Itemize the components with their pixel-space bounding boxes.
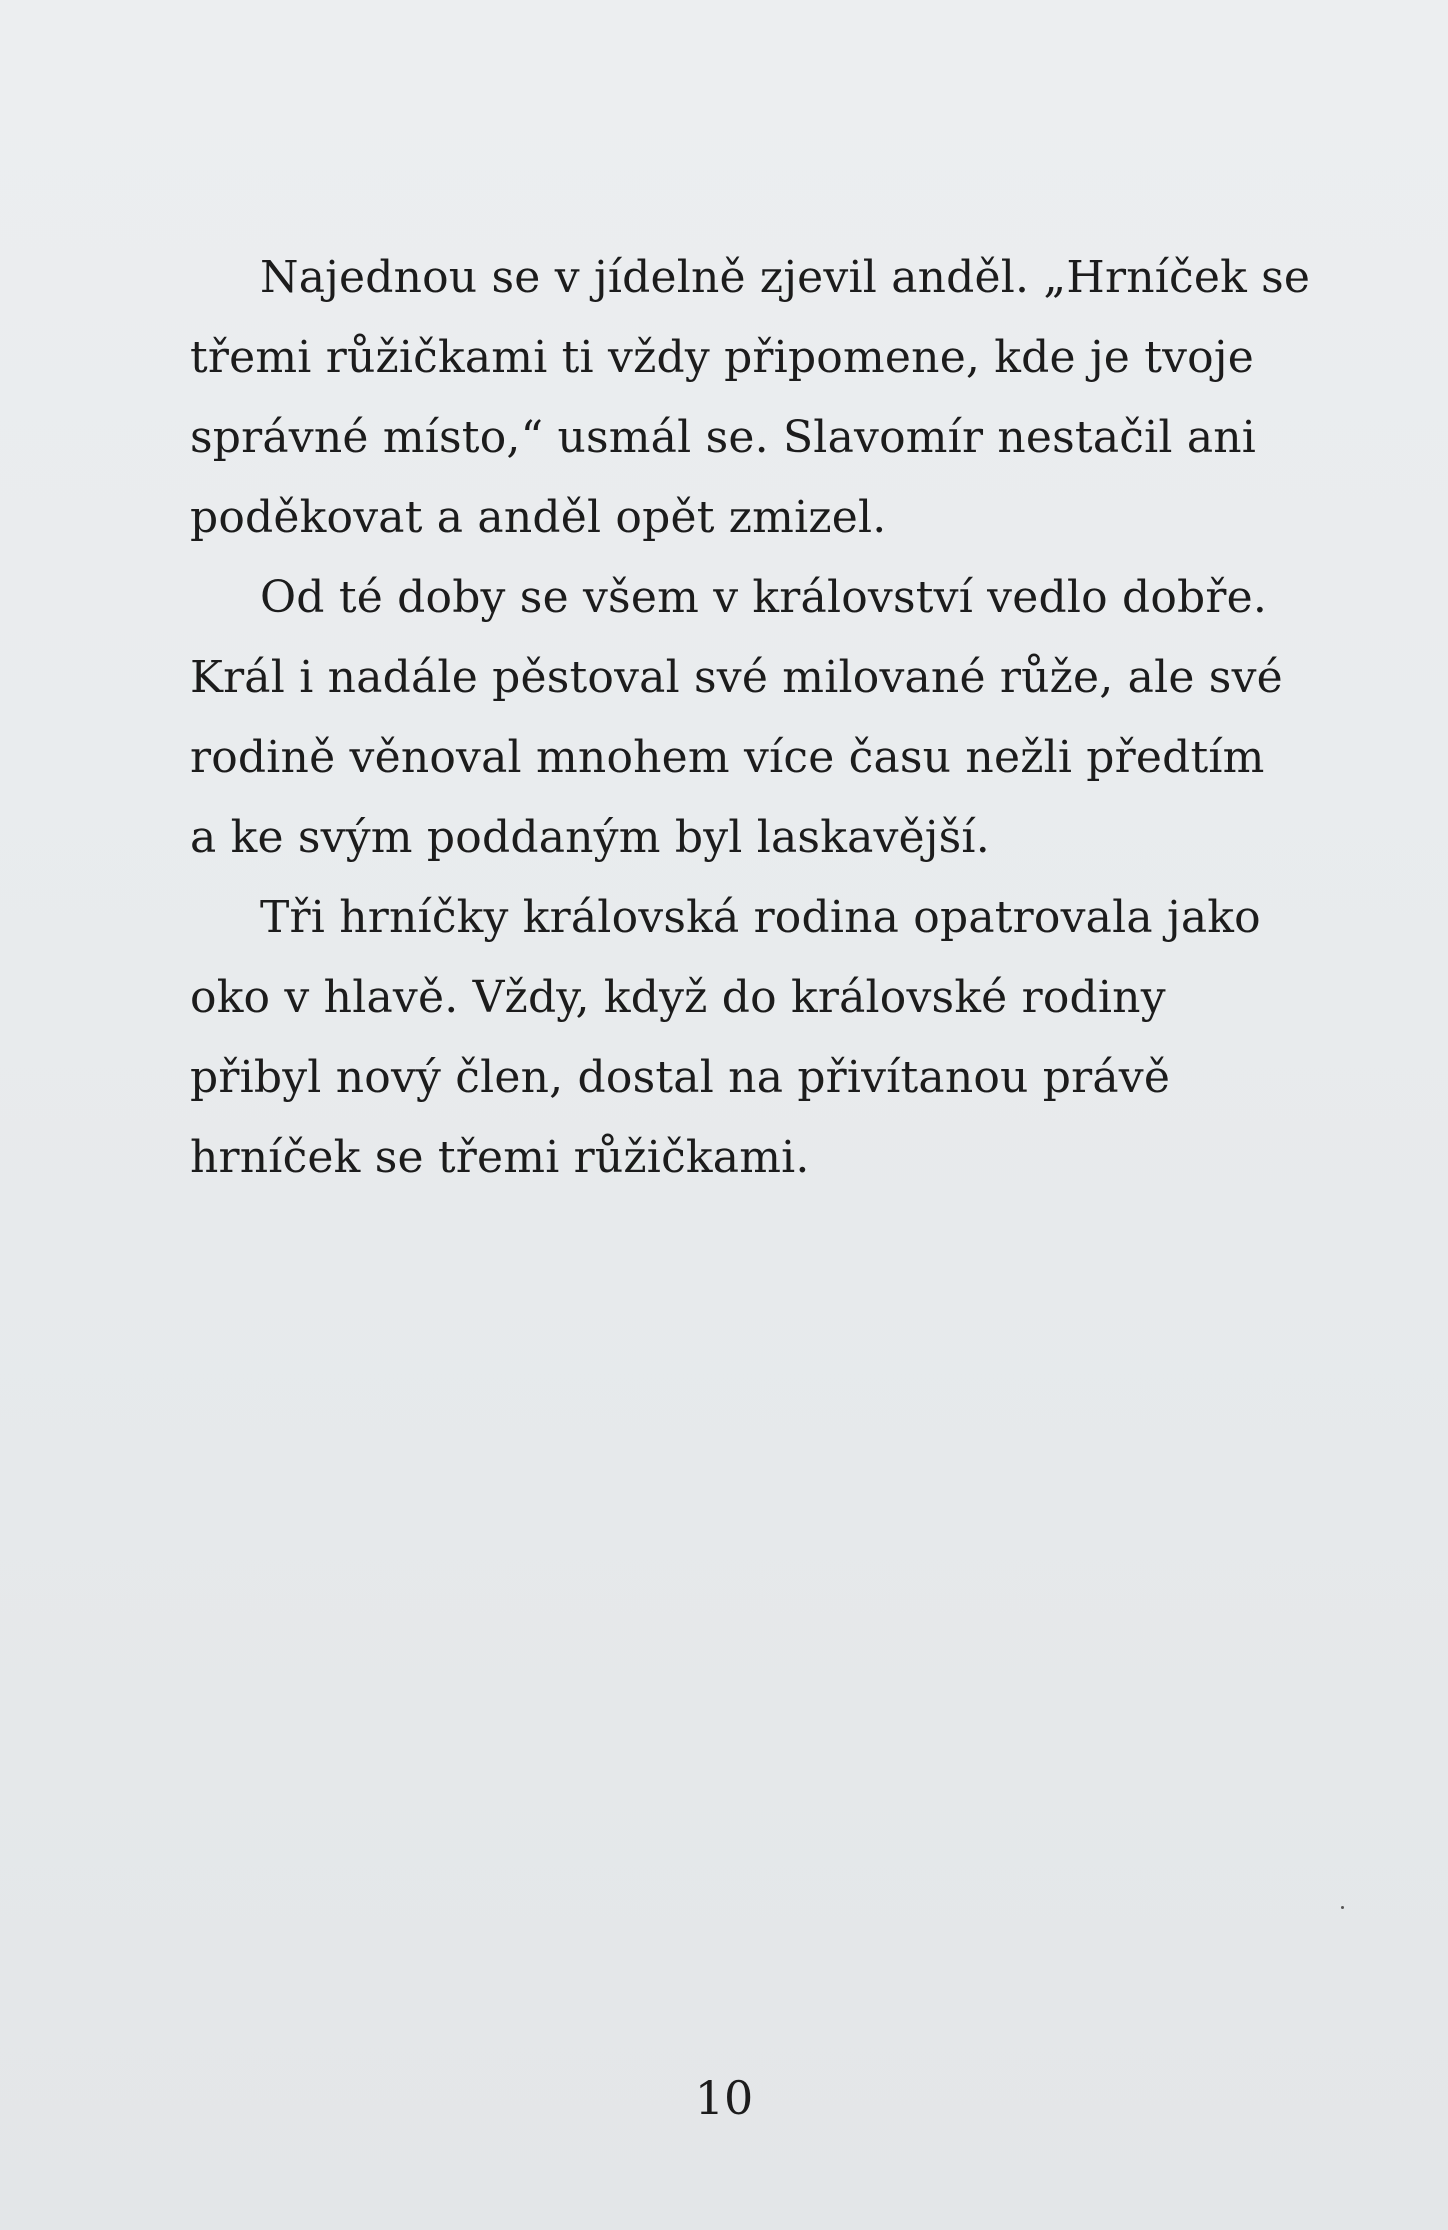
page-number: 10 xyxy=(694,2071,754,2125)
text-line: správné místo,“ usmál se. Slavomír nestačil ani xyxy=(190,412,1257,463)
text-line: Král i nadále pěstoval své milované růže, ale své xyxy=(190,652,1283,703)
paper-speck xyxy=(1341,1906,1344,1909)
paragraph-2 xyxy=(190,558,1283,878)
text-line: třemi růžičkami ti vždy připomene, kde je tvoje xyxy=(190,332,1254,383)
text-line: oko v hlavě. Vždy, když do královské rodiny xyxy=(190,972,1166,1023)
text-line: hrníček se třemi růžičkami. xyxy=(190,1132,810,1183)
body-text xyxy=(190,238,1311,1198)
text-line: Od té doby se všem v království vedlo dobře. xyxy=(260,572,1268,623)
text-line: přibyl nový člen, dostal na přivítanou právě xyxy=(190,1052,1171,1103)
text-line: Tři hrníčky královská rodina opatrovala jako xyxy=(260,892,1261,943)
text-line: poděkovat a anděl opět zmizel. xyxy=(190,492,887,543)
text-line: Najednou se v jídelně zjevil anděl. „Hrníček se xyxy=(260,252,1311,303)
paragraph-1 xyxy=(190,238,1311,558)
text-line: a ke svým poddaným byl laskavější. xyxy=(190,812,990,863)
text-line: rodině věnoval mnohem více času nežli předtím xyxy=(190,732,1265,783)
paragraph-3 xyxy=(190,878,1270,1198)
